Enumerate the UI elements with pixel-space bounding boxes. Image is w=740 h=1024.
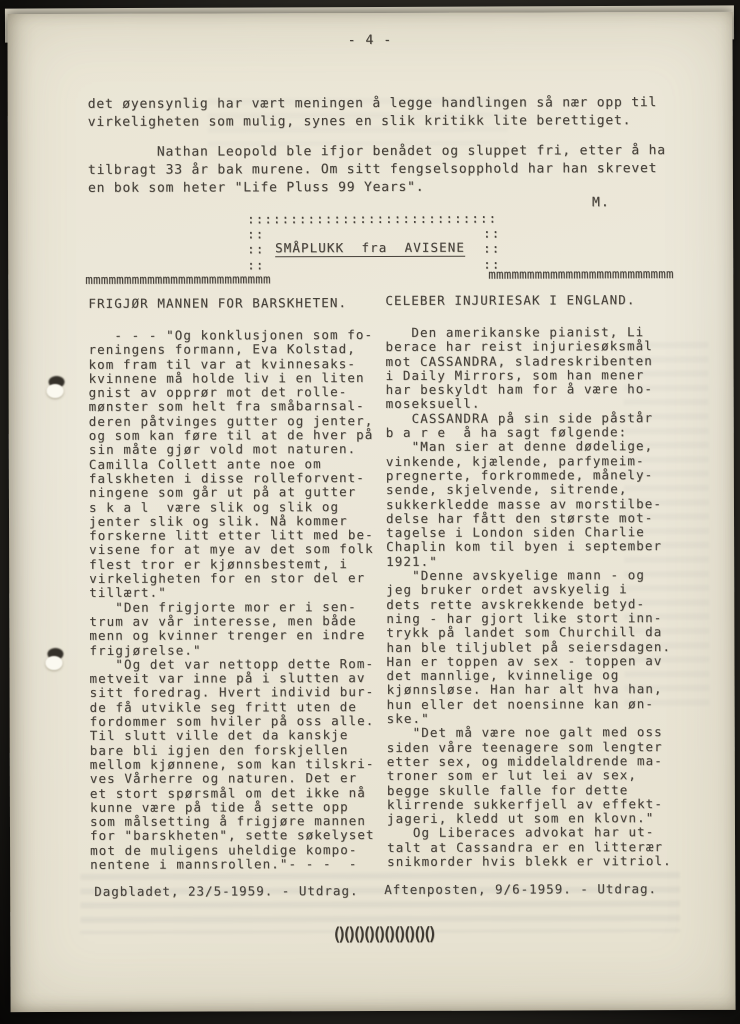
- article-headline: CELEBER INJURIESAK I ENGLAND.: [385, 292, 636, 308]
- banner-side-border: ::: [483, 225, 501, 241]
- punch-hole: [45, 646, 67, 674]
- scanned-page: [7, 12, 735, 1012]
- intro-paragraph-1: det øyensynlig har vært meningen å legge handlingen så nær opp til virkeligheten som mulig, synes en slik kritikk lite berettiget.: [87, 95, 658, 130]
- banner-side-border: ::: [247, 241, 265, 257]
- punch-hole: [47, 374, 69, 402]
- article-source: Aftenposten, 9/6-1959. - Utdrag.: [384, 881, 658, 897]
- article-source: Dagbladet, 23/5-1959. - Utdrag.: [94, 883, 359, 899]
- article-body: - - - "Og konklusjonen som fo- reningens formann, Eva Kolstad, kom fram til var at kvinnesaks- kvinnene må holde liv i en liten gnist av opprør mot det rolle- mønster som helt fra småbarnsal- deren påtvinges gutter og jenter, og som kan føre til at de hver på sin måte gjør vold mot naturen. Camilla Collett ante noe om falskheten i disse rolleforvent- ningene som går ut på at gutter s k a l være slik og slik og jenter slik og slik. Nå kommer forskerne litt etter litt med be- visene for at mye av det som folk flest tror er kjønnsbestemt, i virkeligheten for en stor del er tillært." "Den frigjorte mor er i sen- trum av vår interesse, men både menn og kvinner trenger en indre frigjørelse." "Og det var nettopp dette Rom- metveit var inne på i slutten av sitt foredrag. Hvert individ bur- de få utvikle seg fritt uten de fordommer som hviler på oss alle. Til slutt ville det da kanskje bare bli igjen den forskjellen mellom kjønnene, som kan tilskri- ves Vårherre og naturen. Det er et stort spørsmål om det ikke nå kunne være på tide å sette opp som målsetting å frigjøre mannen for "barskheten", sette søkelyset mot de muligens uheldige kompo- nentene i mannsrollen."- - - -: [88, 326, 375, 872]
- article-headline: FRIGJØR MANNEN FOR BARSKHETEN.: [88, 295, 348, 311]
- banner-side-border: ::: [483, 256, 501, 272]
- banner-top-border: :::::::::::::::::::::::::::::: [247, 210, 498, 227]
- page-number: - 4 -: [347, 32, 393, 49]
- footer-ornament: ()()()()()()()()()(): [332, 922, 433, 945]
- banner-frill-left: mmmmmmmmmmmmmmmmmmmmmmmm: [85, 271, 271, 287]
- intro-paragraph-2: Nathan Leopold ble ifjor benådet og sluppet fri, etter å ha tilbragt 33 år bak murene. Om sitt fengselsopphold har han skrevet en bok som heter "Life Pluss 99 Years".: [87, 143, 666, 196]
- author-initial: M.: [592, 195, 610, 211]
- banner-side-border: ::: [247, 226, 265, 242]
- article-body: Den amerikanske pianist, Li berace har reist injuriesøksmål mot CASSANDRA, sladreskribenten i Daily Mirrors, som han mener har beskyldt ham for å være ho- moseksuell. CASSANDRA på sin side påstår b a r e å ha sagt følgende: "Man sier at denne dødelige, vinkende, kjælende, parfymeim- pregnerte, forkrommede, månely- sende, skjelvende, sitrende, sukkerkledde masse av morstilbe- delse har fått den største mot- tagelse i London siden Charlie Chaplin kom til byen i september 1921." "Denne avskyelige mann - og jeg bruker ordet avskyelig i dets rette avskrekkende betyd- ning - har gjort like stort inn- trykk på landet som Churchill da han ble tiljublet på seiersdagen. Han er toppen av sex - toppen av det mannlige, kvinnelige og kjønnsløse. Han har alt hva han, hun eller det noensinne kan øn- ske." "Det må være noe galt med oss siden våre teenagere som lengter etter sex, og middelaldrende ma- troner som er lut lei av sex, begge skulle falle for dette klirrende sukkerfjell av effekt- jageri, kledd ut som en klovn." Og Liberaces advokat har ut- talt at Cassandra er en litterær snikmorder hvis blekk er vitriol.: [385, 324, 672, 869]
- banner-side-border: ::: [483, 240, 501, 256]
- banner-title: SMÅPLUKK fra AVISENE: [275, 241, 465, 258]
- banner-frill-right: mmmmmmmmmmmmmmmmmmmmmmmm: [488, 266, 674, 282]
- banner-side-border: ::: [247, 257, 265, 273]
